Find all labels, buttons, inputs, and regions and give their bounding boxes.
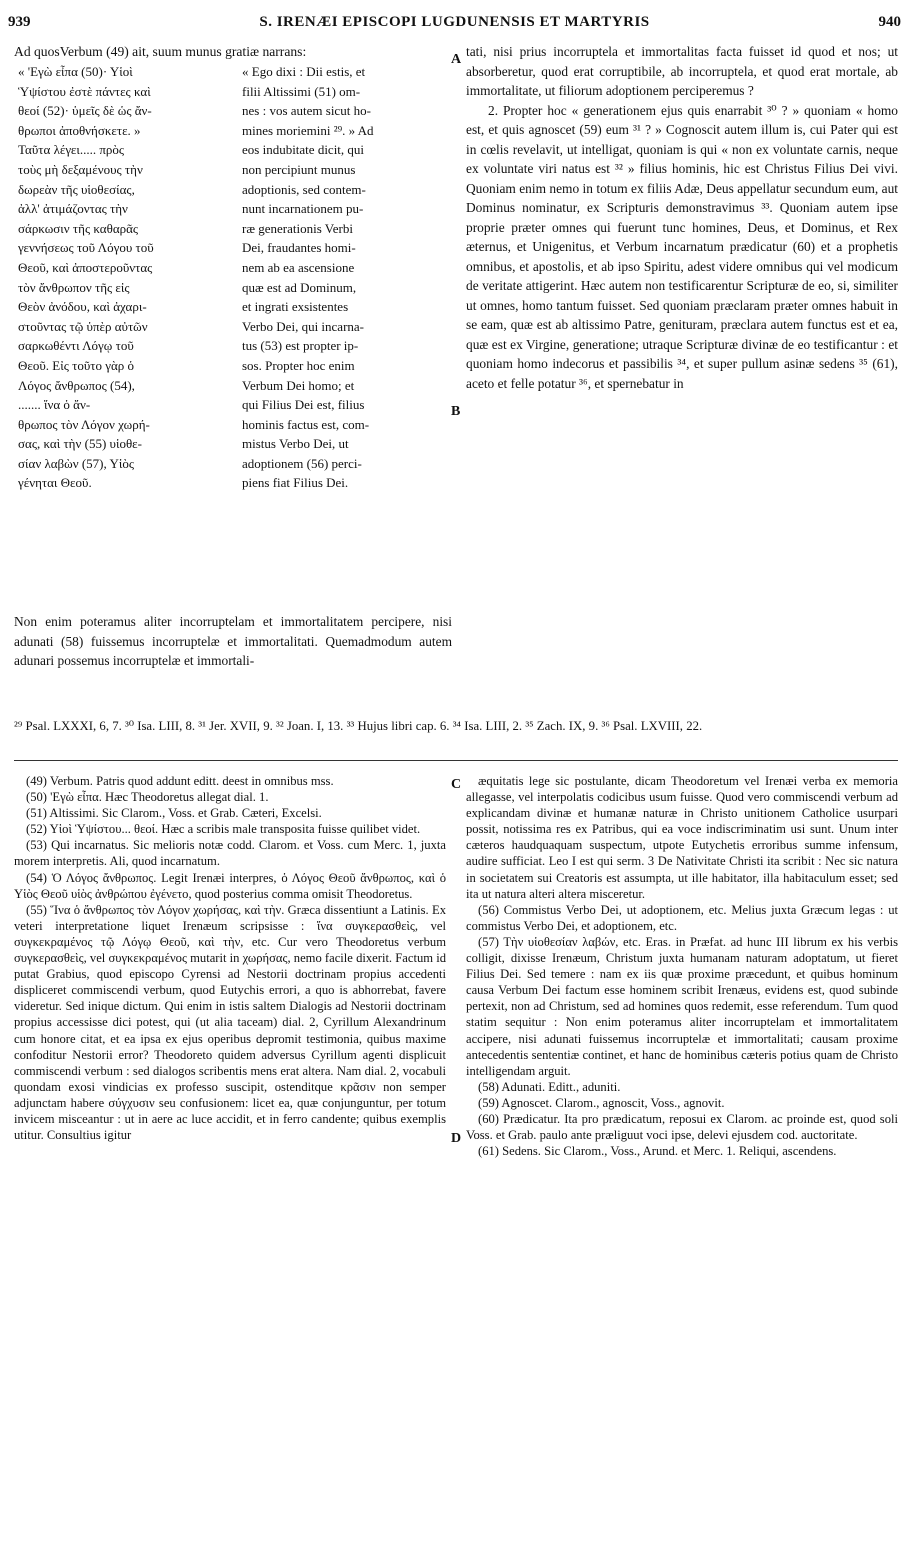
margin-letter-d: D	[451, 1131, 462, 1146]
greek-line: σαρκωθέντι Λόγῳ τοῦ	[18, 338, 134, 354]
greek-line: σάρκωσιν τῆς καθαρᾶς	[18, 220, 139, 236]
latin-line: nes : vos autem sicut ho-	[242, 103, 371, 119]
footnote: (61) Sedens. Sic Clarom., Voss., Arund. et Merc. 1. Reliqui, ascendens.	[478, 1144, 837, 1159]
latin-line: hominis factus est, com-	[242, 416, 370, 432]
greek-line: « 'Εγὼ εἶπα (50)· Υἱοὶ	[18, 64, 133, 79]
footnote: (57) Τὴν υἱοθεσίαν λαβών, etc. Eras. in Præfat. ad hunc III librum ex his verbis colligit, dixisse Irenæum, Christum juxta humanam naturam adoptatum, ut fieret Filius Dei. Sed temere : nam ex iis quæ proxime præcedunt, et quibus hominum causa Verbum Dei factum esse hominem scribit Irenæus, evidens est, quod subinde pertexit, non ad Christum, sed ad homines quos redemit, esse referendum. Tum quod statim sequitur : Non enim poteramus aliter incorruptelam et immortalitatem accipere, nisi adunati fuissemus incorruptelæ et immortalitati; causam proxime antecedentis sententiæ continet, et hanc de hominibus cæteris potius quam de Christo intelligendam arguit.	[466, 934, 898, 1078]
latin-line: Verbum Dei homo; et	[242, 377, 355, 393]
parallel-text-block	[14, 62, 452, 610]
latin-line: quæ est ad Dominum,	[242, 279, 357, 295]
footnote: (58) Adunati. Editt., aduniti.	[478, 1079, 621, 1094]
greek-line: ....... ἵνα ὁ ἄν-	[18, 397, 91, 413]
left-after-paragraph: Non enim poteramus aliter incorruptelam et immortalitatem percipere, nisi adunati (58) fuissemus incorruptelæ et immortalitati. Quemadmodum autem adunari possemus incorruptelæ et immortali-	[14, 614, 452, 668]
latin-line: « Ego dixi : Dii estis, et	[242, 64, 366, 79]
greek-line: γεννήσεως τοῦ Λόγου τοῦ	[18, 240, 154, 256]
latin-line: tus (53) est propter ip-	[242, 338, 359, 354]
greek-line: Θεὸν ἀνόδου, καὶ ἀχαρι-	[18, 299, 147, 315]
left-column-text	[14, 42, 452, 62]
latin-line: mistus Verbo Dei, ut	[242, 436, 349, 452]
notes-left	[14, 773, 446, 1143]
greek-line: γένηται Θεοῦ.	[18, 475, 92, 491]
running-title: S. IRENÆI EPISCOPI LUGDUNENSIS ET MARTYRIS	[259, 14, 650, 30]
latin-line: ræ generationis Verbi	[242, 220, 353, 236]
greek-line: Ταῦτα λέγει..... πρὸς	[18, 142, 125, 158]
latin-line: Verbo Dei, qui incarna-	[242, 318, 365, 334]
greek-line: θεοί (52)· ὑμεῖς δὲ ὡς ἄν-	[18, 103, 152, 119]
greek-column	[18, 62, 242, 493]
latin-line: et ingrati exsistentes	[242, 299, 349, 315]
page-number-right: 940	[878, 14, 901, 30]
right-paragraph-2: 2. Propter hoc « generationem ejus quis enarrabit ³⁰ ? » quoniam « homo est, et quis agnoscet (59) eum ³¹ ? » Cognoscit autem illum is, cui Pater qui est in cœlis revelavit, ut intelligat, quoniam is qui « non ex voluntate carnis, neque ex voluntate viri natus est ³² » filius hominis, hic est Christus Filius Dei vivi. Quoniam enim nemo in totum ex filiis Adæ, Deus appellatur secundum eum, aut Dominus nominatur, ex Scripturis demonstravimus ³³. Quoniam autem ipse proprie præter omnes qui fuerunt tunc homines, Deus, et Dominus, et Rex æternus, et Unigenitus, et Verbum incarnatum prædicatur (60) et a prophetis omnibus, et apostolis, et ab ipso Spiritu, adest videre omnibus qui vel modicum de veritate attigerint. Hæc autem non testificarentur Scripturæ de eo, si, similiter ut omnes, homo tantum fuisset. Sed quoniam præclaram præter omnes habuit in se eam, quæ est ab altissimo Patre, genituram, præclara autem functus est et ea, quæ est ex Virgine, generatione; utraque Scripturæ divinæ de eo testificantur : et quoniam homo indecorus et passibilis ³⁴, et super pullum asinæ sedens ³⁵ (61), aceto et felle potatur ³⁶, et spernebatur in	[466, 102, 898, 391]
latin-line: eos indubitate dicit, qui	[242, 142, 365, 158]
notes-right-column	[466, 773, 898, 1159]
latin-line: non percipiunt munus	[242, 161, 356, 177]
notes-left-column	[14, 773, 446, 1143]
margin-letter-b: B	[451, 404, 461, 419]
footnote: (56) Commistus Verbo Dei, ut adoptionem, etc. Melius juxta Græcum legas : ut commistus Verbo Dei, et adoptionem, etc.	[466, 902, 898, 933]
divider	[14, 760, 898, 761]
greek-line: Θεοῦ. Εἰς τοῦτο γὰρ ὁ	[18, 357, 135, 373]
page-number-left: 939	[8, 14, 31, 30]
latin-line: Dei, fraudantes homi-	[242, 240, 356, 256]
scripture-references: ²⁹ Psal. LXXXI, 6, 7. ³⁰ Isa. LIII, 8. ³¹ Jer. XVII, 9. ³² Joan. I, 13. ³³ Hujus libri cap. 6. ³⁴ Isa. LIII, 2. ³⁵ Zach. IX, 9. ³⁶ Psal. LXVIII, 22.	[14, 719, 703, 733]
greek-line: τοὺς μὴ δεξαμένους τὴν	[18, 161, 143, 177]
footnote: (50) 'Εγὼ εἶπα. Hæc Theodoretus allegat dial. 1.	[26, 790, 269, 805]
greek-line: Λόγος ἄνθρωπος (54),	[18, 377, 135, 393]
margin-letter-c: C	[451, 777, 462, 792]
footnote: (55) Ἵνα ὁ ἄνθρωπος τὸν Λόγον χωρήσας, καὶ τὴν. Græca dissentiunt a Latinis. Ex veteri interpretatione liquet Irenæum scripsisse : ἵνα συγκερασθεὶς, vel συγκεκραμένος τῷ Λόγῳ Θεοῦ, καὶ τὴν, etc. Cur vero Theodoretus verbum συγκερασθεὶς, vel συγκεκραμένος mutarit in χωρήσας, nemo facile dixerit. Factum id putat Grabius, quod episcopo Cyrensi ad Nestorii doctrinam propius accedenti displiceret commiscendi verbum, quod Eutychis errori, a quo is abhorrebat, favere videretur. Sed inique dictum. Qui enim in istis saltem Dialogis ad Nestorii doctrinam propius accessisse dici potest, qui (ut alia taceam) dial. 2, Cyrillum Alexandrinum cum honore citat, et ea ipsa ex ejus operibus depromit testimonia, quibus maxime confoditur Nestorii error? Theodoreto quidem adversus Cyrillum agenti displicuit commiscendi verbum : sed dialogos scribentis mens erat altera. Nam dial. 2, vocabuli quondam exosi vindicias ex professo suscipit, ostenditque κρᾶσιν non semper adjunctam habere σύγχυσιν seu confusionem: licet ea, quæ conjunguntur, per totum invicem misceantur : ut in aere ac luce accidit, et in ferro candente; quibus exemplis utitur. Consultius igitur	[14, 902, 446, 1143]
footnote: (53) Qui incarnatus. Sic melioris notæ codd. Clarom. et Voss. cum Merc. 1, juxta morem interpretis. Ali, quod incarnatum.	[14, 838, 446, 869]
latin-line: adoptionis, sed contem-	[242, 181, 366, 197]
footnote: (59) Agnoscet. Clarom., agnoscit, Voss., agnovit.	[478, 1095, 725, 1110]
latin-column	[242, 62, 454, 493]
footnote: (60) Prædicatur. Ita pro prædicatum, reposui ex Clarom. ac proinde est, quod soli Voss. et Grab. paulo ante præliguut voci ipse, delevi ejusdem cod. auctoritate.	[466, 1111, 898, 1143]
greek-line: ἀλλ' ἀτιμάζοντας τὴν	[18, 201, 128, 217]
footnote: (49) Verbum. Patris quod addunt editt. deest in omnibus mss.	[26, 774, 334, 788]
greek-line: θρωποι ἀποθνήσκετε. »	[18, 122, 141, 138]
latin-line: adoptionem (56) perci-	[242, 455, 362, 471]
greek-line: σας, καὶ τὴν (55) υἱοθε-	[18, 436, 142, 452]
latin-line: filii Altissimi (51) om-	[242, 83, 361, 99]
greek-line: Θεοῦ, καὶ ἀποστεροῦντας	[18, 259, 153, 275]
greek-line: σίαν λαβὼν (57), Υἱὸς	[18, 455, 135, 471]
greek-line: δωρεὰν τῆς υἱοθεσίας,	[18, 181, 135, 197]
footnote: æquitatis lege sic postulante, dicam Theodoretum vel Irenæi verba ex memoria allegasse, vel interpolatis codicibus usum fuisse. Quod vero commiscendi verbum ad explicandam divinæ et humanæ naturæ in Christo unitionem Catholice usurpari possit, notissima res ex Patribus, qui ea voce indiscriminatim usi sunt. Unum inter cæteros haudquaquam suspectum, utpote Eutychetis erroribus summe infensum, audire sufficiat. Leo I est qui serm. 3 De Nativitate Christi ita scribit : Nec sic natura in societatem sui Creatoris est assumpta, ut ille habitator, illa habitaculum esset; sed ita ut natura alteri altera misceretur.	[466, 774, 898, 901]
latin-line: nem ab ea ascensione	[242, 259, 355, 275]
margin-letter-a: A	[451, 52, 462, 67]
footnote: (54) Ὁ Λόγος ἄνθρωπος. Legit Irenæi interpres, ὁ Λόγος Θεοῦ ἄνθρωπος, καὶ ὁ Υἱὸς Θεοῦ υἱὸς ἀνθρώπου ἐγένετο, quod posterius comma omisit Theodoretus.	[14, 870, 446, 901]
page-header	[8, 14, 901, 38]
notes-right	[466, 773, 898, 1159]
latin-line: piens fiat Filius Dei.	[242, 475, 349, 491]
latin-line: nunt incarnationem pu-	[242, 201, 364, 217]
right-paragraph-1: tati, nisi prius incorruptela et immortalitas facta fuisset id quod et nos; ut absorberetur, quod erat corruptibile, ab incorruptela, et quod erat mortale, ab immortalitate, ut filiorum adoptionem perciperemus ?	[466, 44, 898, 98]
greek-line: θρωπος τὸν Λόγον χωρή-	[18, 416, 150, 432]
latin-line: mines moriemini ²⁹. » Ad	[242, 122, 374, 138]
latin-line: qui Filius Dei est, filius	[242, 397, 365, 413]
greek-line: στοῦντας τῷ ὑπὲρ αὐτῶν	[18, 318, 148, 334]
right-column-text	[466, 42, 898, 393]
footnote: (52) Υἱοὶ Ὑψίστου... θεοί. Hæc a scribis male transposita fuisse quilibet videt.	[26, 822, 421, 837]
greek-line: Ὑψίστου ἐστὲ πάντες καὶ	[18, 83, 151, 99]
latin-line: sos. Propter hoc enim	[242, 357, 355, 373]
intro-line: Ad quosVerbum (49) ait, suum munus gratiæ narrans:	[14, 44, 307, 59]
left-continuation	[14, 612, 452, 671]
greek-line: τὸν ἄνθρωπον τῆς εἰς	[18, 279, 130, 295]
footnote: (51) Altissimi. Sic Clarom., Voss. et Grab. Cæteri, Excelsi.	[26, 806, 322, 821]
